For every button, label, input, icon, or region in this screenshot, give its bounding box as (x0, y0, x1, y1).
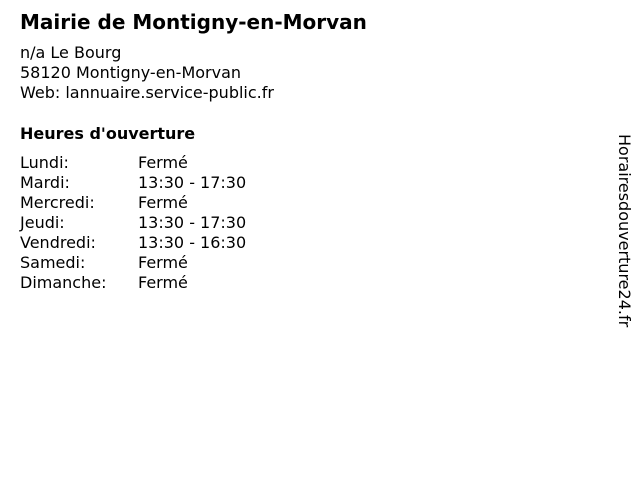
address-city: 58120 Montigny-en-Morvan (20, 63, 242, 82)
hours-value: Fermé (138, 273, 188, 292)
page-title: Mairie de Montigny-en-Morvan (20, 10, 367, 34)
hours-value: 13:30 - 17:30 (138, 173, 247, 192)
day-label: Vendredi: (20, 233, 96, 252)
hours-value: 13:30 - 17:30 (138, 213, 247, 232)
day-label: Lundi: (20, 153, 69, 172)
site-watermark: Horairesdouverture24.fr (615, 134, 634, 328)
address-block (20, 43, 274, 103)
day-label: Samedi: (20, 253, 86, 272)
hours-value: 13:30 - 16:30 (138, 233, 247, 252)
hours-heading: Heures d'ouverture (20, 124, 196, 143)
day-label: Dimanche: (20, 273, 107, 292)
address-web: Web: lannuaire.service-public.fr (20, 83, 274, 102)
day-label: Mardi: (20, 173, 70, 192)
hours-value: Fermé (138, 193, 188, 212)
day-label: Mercredi: (20, 193, 95, 212)
day-label: Jeudi: (20, 213, 65, 232)
address-street: n/a Le Bourg (20, 43, 122, 62)
hours-value: Fermé (138, 153, 188, 172)
hours-value: Fermé (138, 253, 188, 272)
